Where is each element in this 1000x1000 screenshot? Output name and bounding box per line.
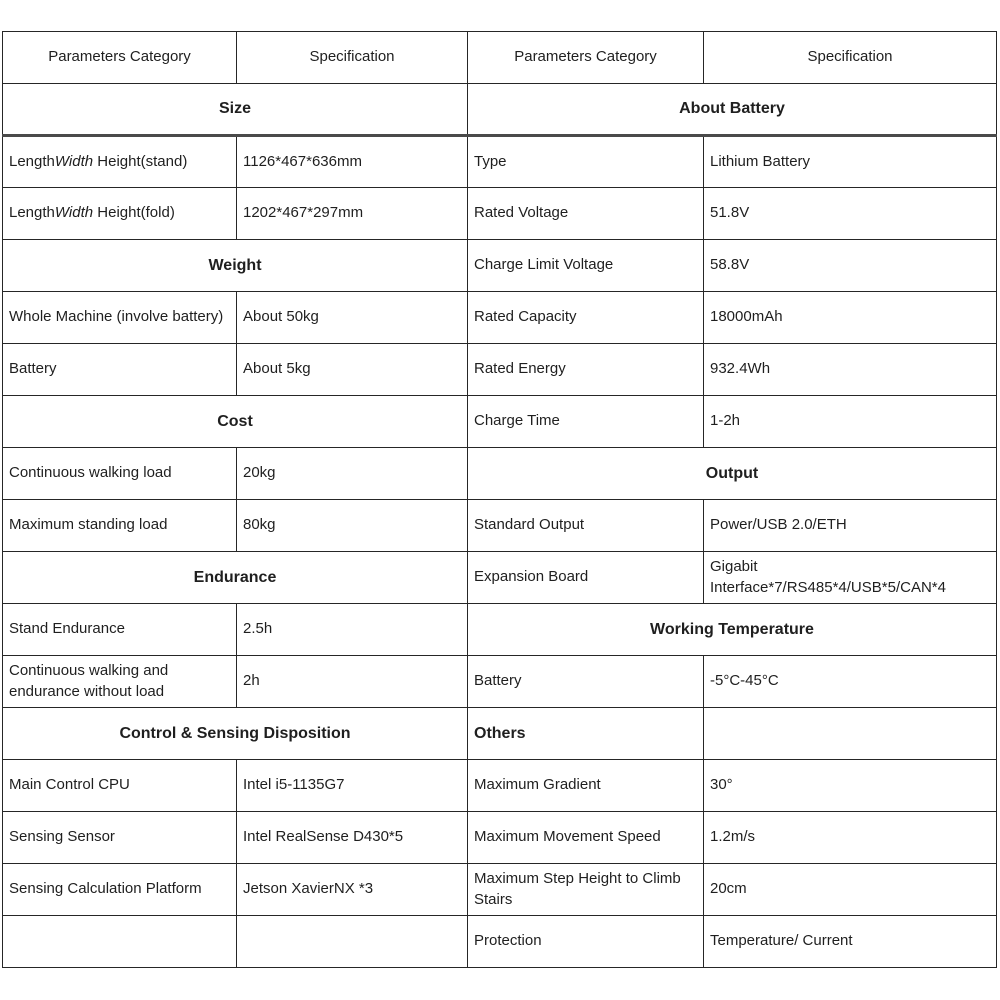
param-text: Height(stand)	[93, 152, 188, 170]
section-header-control-sensing-disposition: Control & Sensing Disposition	[3, 708, 468, 760]
param-cell-maximum-standing-load: Maximum standing load	[3, 500, 237, 552]
section-header-working-temperature: Working Temperature	[468, 604, 997, 656]
param-cell-continuous-walking-endurance: Continuous walking and endurance without load	[3, 656, 237, 708]
table-row	[3, 552, 997, 604]
param-cell-length-fold	[3, 188, 237, 240]
spec-cell: Temperature/ Current	[704, 916, 997, 968]
param-text-italic: Width	[54, 152, 94, 170]
column-header-specification-left: Specification	[237, 32, 468, 84]
param-cell-type: Type	[468, 136, 704, 188]
table-row	[3, 84, 997, 136]
param-cell-length-stand	[3, 136, 237, 188]
spec-cell: 932.4Wh	[704, 344, 997, 396]
spec-cell: -5°C-45°C	[704, 656, 997, 708]
param-cell-sensing-sensor: Sensing Sensor	[3, 812, 237, 864]
table-row	[3, 656, 997, 708]
spec-cell: 1-2h	[704, 396, 997, 448]
spec-cell: 1126*467*636mm	[237, 136, 468, 188]
param-text: Height(fold)	[93, 204, 175, 222]
param-cell-maximum-gradient: Maximum Gradient	[468, 760, 704, 812]
spec-cell: 80kg	[237, 500, 468, 552]
table-row	[3, 448, 997, 500]
spec-table	[2, 31, 997, 968]
spec-cell: Jetson XavierNX *3	[237, 864, 468, 916]
empty-cell	[237, 916, 468, 968]
param-cell-charge-limit-voltage: Charge Limit Voltage	[468, 240, 704, 292]
table-row	[3, 916, 997, 968]
table-row	[3, 136, 997, 188]
spec-cell: About 50kg	[237, 292, 468, 344]
spec-cell: Gigabit Interface*7/RS485*4/USB*5/CAN*4	[704, 552, 997, 604]
spec-cell: 2h	[237, 656, 468, 708]
section-header-endurance: Endurance	[3, 552, 468, 604]
param-text-italic: Width	[54, 204, 94, 222]
spec-cell: 1.2m/s	[704, 812, 997, 864]
section-header-others: Others	[468, 708, 704, 760]
column-header-parameters-category-right: Parameters Category	[468, 32, 704, 84]
empty-cell	[704, 708, 997, 760]
table-row	[3, 188, 997, 240]
section-header-about-battery: About Battery	[468, 84, 997, 136]
spec-cell: 20kg	[237, 448, 468, 500]
spec-cell: 18000mAh	[704, 292, 997, 344]
column-header-parameters-category-left: Parameters Category	[3, 32, 237, 84]
table-row	[3, 760, 997, 812]
column-header-specification-right: Specification	[704, 32, 997, 84]
param-cell-rated-capacity: Rated Capacity	[468, 292, 704, 344]
table-row	[3, 292, 997, 344]
param-cell-charge-time: Charge Time	[468, 396, 704, 448]
spec-cell: 20cm	[704, 864, 997, 916]
table-row	[3, 240, 997, 292]
param-text: Length	[9, 204, 55, 222]
spec-cell: Power/USB 2.0/ETH	[704, 500, 997, 552]
spec-cell: About 5kg	[237, 344, 468, 396]
param-cell-protection: Protection	[468, 916, 704, 968]
param-cell-rated-voltage: Rated Voltage	[468, 188, 704, 240]
spec-cell: 2.5h	[237, 604, 468, 656]
section-header-weight: Weight	[3, 240, 468, 292]
table-row	[3, 864, 997, 916]
spec-cell: 30°	[704, 760, 997, 812]
empty-cell	[3, 916, 237, 968]
param-cell-battery-temperature: Battery	[468, 656, 704, 708]
spec-cell: 58.8V	[704, 240, 997, 292]
spec-cell: Intel i5-1135G7	[237, 760, 468, 812]
param-cell-whole-machine: Whole Machine (involve battery)	[3, 292, 237, 344]
section-header-size: Size	[3, 84, 468, 136]
param-cell-expansion-board: Expansion Board	[468, 552, 704, 604]
spec-cell: Intel RealSense D430*5	[237, 812, 468, 864]
table-row	[3, 396, 997, 448]
table-row	[3, 500, 997, 552]
param-cell-standard-output: Standard Output	[468, 500, 704, 552]
spec-cell: 51.8V	[704, 188, 997, 240]
table-row	[3, 344, 997, 396]
param-cell-sensing-calculation-platform: Sensing Calculation Platform	[3, 864, 237, 916]
spec-cell: 1202*467*297mm	[237, 188, 468, 240]
param-cell-stand-endurance: Stand Endurance	[3, 604, 237, 656]
param-cell-maximum-step-height: Maximum Step Height to Climb Stairs	[468, 864, 704, 916]
param-cell-continuous-walking-load: Continuous walking load	[3, 448, 237, 500]
param-cell-maximum-movement-speed: Maximum Movement Speed	[468, 812, 704, 864]
table-row	[3, 708, 997, 760]
param-cell-rated-energy: Rated Energy	[468, 344, 704, 396]
param-cell-main-control-cpu: Main Control CPU	[3, 760, 237, 812]
section-header-output: Output	[468, 448, 997, 500]
table-row	[3, 604, 997, 656]
section-header-cost: Cost	[3, 396, 468, 448]
table-header-row	[3, 32, 997, 84]
spec-cell: Lithium Battery	[704, 136, 997, 188]
param-text: Length	[9, 152, 55, 170]
param-cell-battery-weight: Battery	[3, 344, 237, 396]
table-row	[3, 812, 997, 864]
